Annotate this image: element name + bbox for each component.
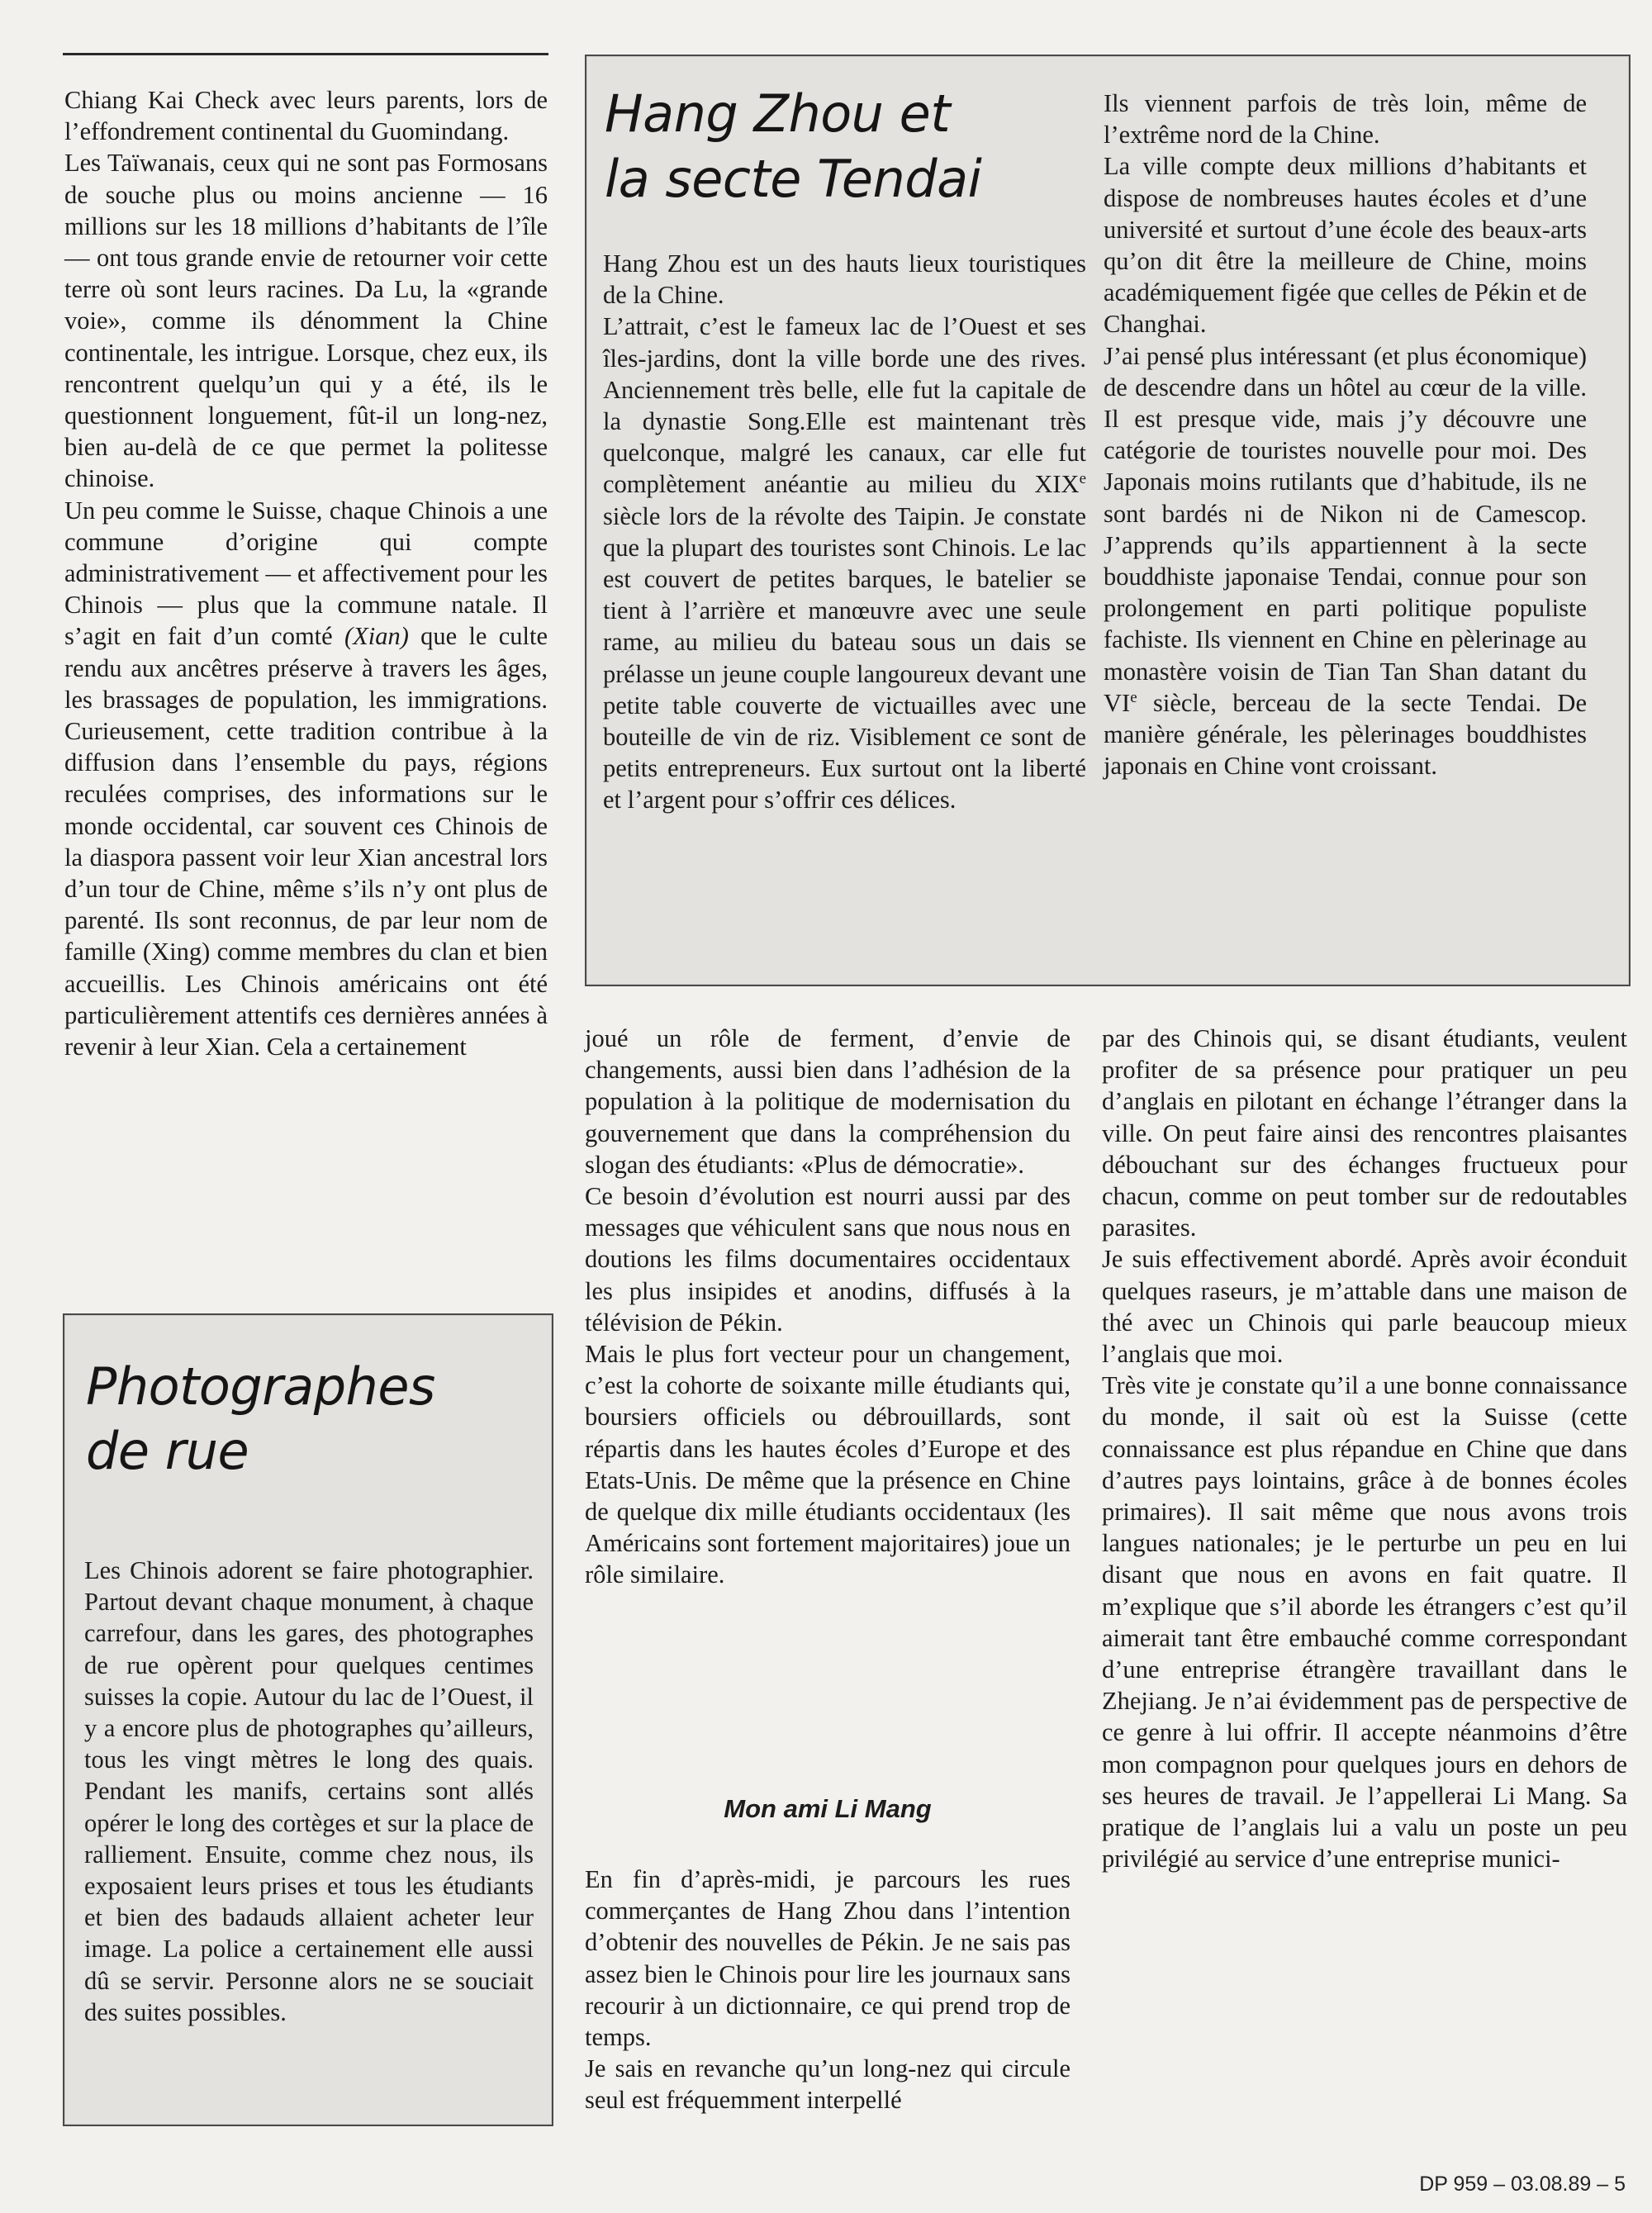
left-column (64, 84, 548, 1062)
paragraph: Chiang Kai Check avec leurs parents, lors de l’effondrement continental du Guomindang. (64, 86, 548, 146)
right-column (1102, 1023, 1627, 1874)
paragraph: Très vite je constate qu’il a une bonne connaissance du monde, il sait où est la Suisse (cette connaissance est plus répandue en Chine que dans d’autres pays lointains, grâce à de bonnes écoles primaires). Il sait même que nous avons trois langues nationales; je le perturbe un peu en lui disant que nous en avons en fait quatre. Il m’explique que s’il aborde les étrangers c’est qu’il aimerait tant être embauché comme correspondant d’une entreprise étrangère travaillant dans le Zhejiang. Je n’ai évidemment pas de perspective de ce genre à lui offrir. Il accepte néanmoins d’être mon compagnon pour quelques jours en dehors de ses heures de travail. Je l’appellerai Li Mang. Sa pratique de l’anglais lui a valu un poste un peu privilégié au service d’une entreprise munici- (1102, 1371, 1627, 1873)
box-title: Photographes de rue (86, 1356, 435, 1481)
paragraph: En fin d’après-midi, je parcours les rues commerçantes de Hang Zhou dans l’intention d’obtenir des nouvelles de Pékin. Je ne sais pas assez bien le Chinois pour lire les journaux sans recourir à un dictionnaire, ce qui prend trop de temps. (585, 1865, 1070, 2052)
hangzhou-box (585, 55, 1631, 986)
middle-column-lower (585, 1864, 1070, 2116)
box-column-2: Ils viennent parfois de très loin, même de l’extrême nord de la Chine. La ville compte deux millions d’habitants et dispose de nombreuses hautes écoles et d’une université et surtout d’une école des beaux-arts qu’on dit être la meilleure de Chine, moins académiquement figée que celles de Pékin et de Changhai. J’ai pensé plus intéressant (et plus économique) de descendre dans un hôtel au cœur de la ville. Il est presque vide, mais j’y découvre une catégorie de touristes nouvelle pour moi. Des Japonais moins rutilants que d’habitude, ils ne sont bardés ni de Nikon ni de Camescop. J’apprends qu’ils appartiennent à la secte bouddhiste japonaise Tendai, connue pour son prolongement en parti politique populiste fachiste. Ils viennent en Chine en pèlerinage au monastère voisin de Tian Tan Shan datant du VIe siècle, berceau de la secte Tendai. De manière générale, les pèlerinages bouddhistes japonais en Chine vont croissant. (1104, 89, 1587, 781)
italic-term: (Xian) (344, 622, 409, 651)
paragraph: par des Chinois qui, se disant étudiants, veulent profiter de sa présence pour pratiquer un peu d’anglais en pilotant en échange l’étranger dans la ville. On peut faire ainsi des rencontres plaisantes débouchant sur des échanges fructueux pour chacun, comme on peut tomber sur de redoutables parasites. (1102, 1024, 1627, 1242)
paragraph: Je sais en revanche qu’un long-nez qui circule seul est fréquemment interpellé (585, 2054, 1070, 2115)
subhead-mon-ami: Mon ami Li Mang (724, 1794, 932, 1823)
middle-column (585, 1023, 1070, 1591)
paragraph: Je suis effectivement abordé. Après avoir éconduit quelques raseurs, je m’attable dans une maison de thé avec un Chinois qui parle beaucoup mieux l’anglais que moi. (1102, 1245, 1627, 1369)
photographes-box (63, 1313, 553, 2126)
top-rule (63, 53, 548, 55)
page-footer: DP 959 – 03.08.89 – 5 (1419, 2173, 1626, 2196)
box-body: Les Chinois adorent se faire photographier. Partout devant chaque monument, à chaque carrefour, dans les gares, des photographes de rue opèrent pour quelques centimes suisses la copie. Autour du lac de l’Ouest, il y a encore plus de photographes qu’ailleurs, tous les vingt mètres le long des quais. Pendant les manifs, certains sont allés opérer le long des cortèges et sur la place de ralliement. Ensuite, comme chez nous, ils exposaient leurs prises et tous les étudiants et bien des badauds allaient acheter leur image. La police a certainement elle aussi dû se servir. Personne alors ne se souciait des suites possibles. (84, 1556, 534, 2026)
paragraph: Ce besoin d’évolution est nourri aussi par des messages que véhiculent sans que nous nous en doutions les films documentaires occidentaux les plus insipides et anodins, diffusés à la télévision de Pékin. (585, 1182, 1070, 1337)
box-column-1: Hang Zhou est un des hauts lieux touristiques de la Chine. L’attrait, c’est le fameux lac de l’Ouest et ses îles-jardins, dont la ville borde une des rives. Anciennement très belle, elle fut la capitale de la dynastie Song.Elle est maintenant très quelconque, malgré les canaux, car elle fut complètement anéantie au milieu du XIXe siècle lors de la révolte des Taipin. Je constate que la plupart des touristes sont Chinois. Le lac est couvert de petites barques, le batelier se tient à l’arrière et manœuvre avec une seule rame, au milieu du bateau sous un dais se prélasse un jeune couple langoureux devant une petite table couverte de victuailles avec une bouteille de vin de riz. Visiblement ce sont de petits entrepreneurs. Eux surtout ont la liberté et l’argent pour s’offrir ces délices. (603, 249, 1086, 814)
paragraph: Un peu comme le Suisse, chaque Chinois a une commune d’origine qui compte administrativement — et affectivement pour les Chinois — plus que la commune natale. Il s’agit en fait d’un comté (Xian) que le culte rendu aux ancêtres préserve à travers les âges, les brassages de population, les immigrations. Curieusement, cette tradition contribue à la diffusion dans l’ensemble du pays, régions reculées comprises, des informations sur le monde occidental, car souvent ces Chinois de la diaspora passent voir leur Xian ancestral lors d’un tour de Chine, même s’ils n’y ont plus de parenté. Ils sont reconnus, de par leur nom de famille (Xing) comme membres du clan et bien accueillis. Les Chinois américains ont été particulièrement attentifs ces dernières années à revenir à leur Xian. Cela a certainement (64, 496, 548, 1061)
paragraph: Mais le plus fort vecteur pour un changement, c’est la cohorte de soixante mille étudiants qui, boursiers officiels ou débrouillards, sont répartis dans les hautes écoles d’Europe et des Etats-Unis. De même que la présence en Chine de quelque dix mille étudiants occidentaux (les Américains sont fortement majoritaires) joue un rôle similaire. (585, 1340, 1070, 1589)
paragraph: Les Taïwanais, ceux qui ne sont pas Formosans de souche plus ou moins ancienne — 16 millions sur les 18 millions d’habitants de l’île — ont tous grande envie de retourner voir cette terre où sont leurs racines. Da Lu, la «grande voie», comme ils dénomment la Chine continentale, les intrigue. Lorsque, chez eux, ils rencontrent quelqu’un qui y a été, ils le questionnent longuement, fût-il un long-nez, bien au-delà de ce que permet la politesse chinoise. (64, 149, 548, 493)
box-title: Hang Zhou et la secte Tendai (605, 83, 982, 209)
paragraph: joué un rôle de ferment, d’envie de changements, aussi bien dans l’adhésion de la population à la politique de modernisation du gouvernement que dans la compréhension du slogan des étudiants: «Plus de démocratie». (585, 1024, 1070, 1179)
